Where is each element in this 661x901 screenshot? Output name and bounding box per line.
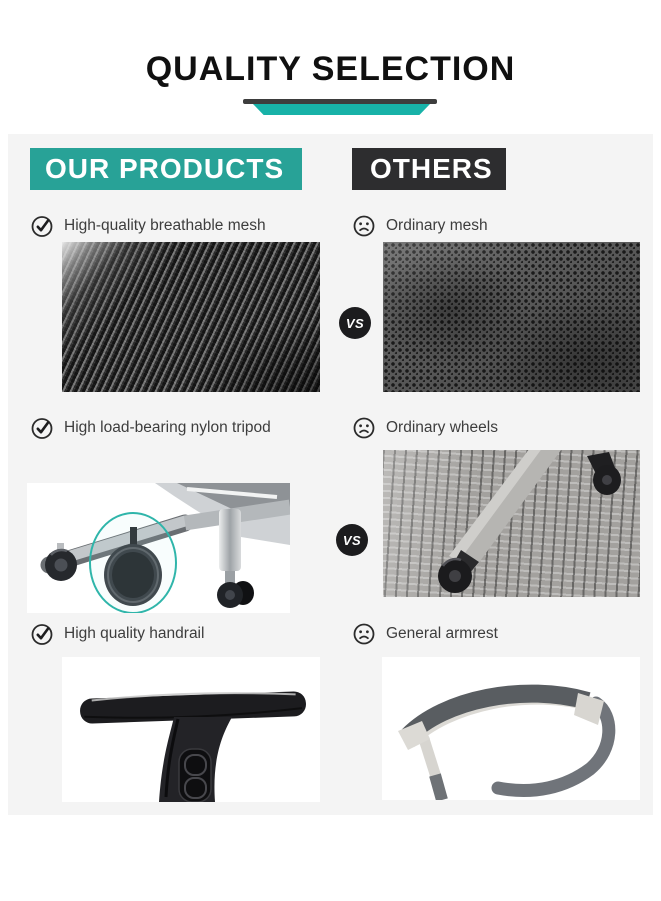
feature-others-mesh xyxy=(352,213,488,239)
title-ribbon xyxy=(253,104,430,115)
feature-text: High-quality breathable mesh xyxy=(64,217,266,234)
feature-ours-mesh xyxy=(30,213,266,239)
sad-face-icon xyxy=(352,214,376,238)
others-header-label: OTHERS xyxy=(370,153,493,184)
feature-text: General armrest xyxy=(386,625,498,642)
check-circle-icon xyxy=(30,622,54,646)
breathable-mesh-photo xyxy=(62,242,320,392)
feature-text: High load-bearing nylon tripod xyxy=(64,419,271,436)
our-products-header xyxy=(30,148,302,190)
sad-face-icon xyxy=(352,622,376,646)
ordinary-mesh-photo xyxy=(383,242,640,392)
ordinary-wheels-photo xyxy=(383,450,640,597)
nylon-tripod-photo xyxy=(27,483,290,613)
title-underline-bar xyxy=(243,99,437,104)
vs-badge: VS xyxy=(339,307,371,339)
feature-text: Ordinary wheels xyxy=(386,419,498,436)
page-title: QUALITY SELECTION xyxy=(145,50,516,88)
feature-ours-handrail xyxy=(30,621,204,647)
general-armrest-photo xyxy=(382,657,640,800)
others-header xyxy=(352,148,506,190)
check-circle-icon xyxy=(30,416,54,440)
vs-badge: VS xyxy=(336,524,368,556)
feature-text: Ordinary mesh xyxy=(386,217,488,234)
sad-face-icon xyxy=(352,416,376,440)
feature-others-armrest xyxy=(352,621,498,647)
high-quality-handrail-photo xyxy=(62,657,320,802)
check-circle-icon xyxy=(30,214,54,238)
feature-text: High quality handrail xyxy=(64,625,205,642)
feature-others-wheels xyxy=(352,415,498,441)
our-products-header-label: OUR PRODUCTS xyxy=(45,153,285,184)
feature-ours-tripod xyxy=(30,415,271,441)
